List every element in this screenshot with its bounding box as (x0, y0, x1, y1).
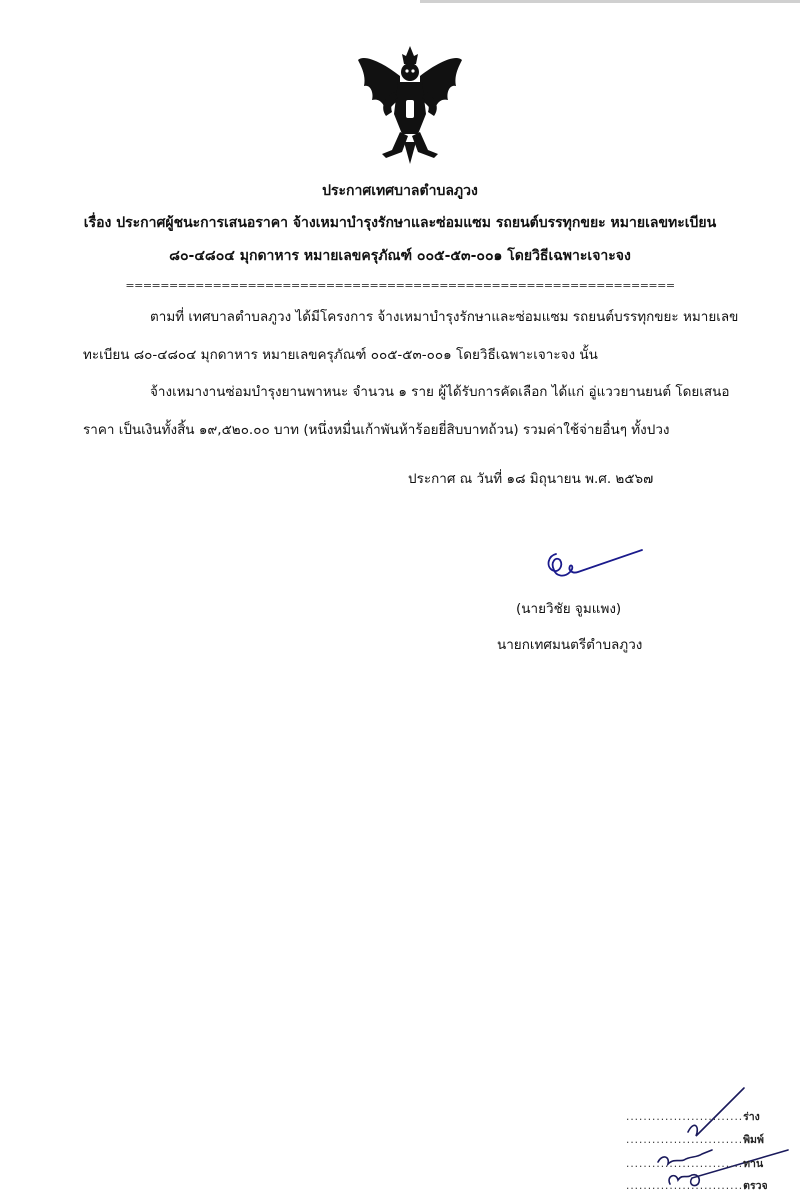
scan-edge-line (420, 0, 800, 3)
subject-line-2: ๘๐-๔๘๐๔ มุกดาหาร หมายเลขครุภัณฑ์ ๐๐๕-๕๓-๐๐๑ โดยวิธีเฉพาะเจาะจง (169, 248, 631, 264)
checklist-item-print: ...........................พิมพ์ (626, 1134, 764, 1146)
paragraph-1-line-1: ตามที่ เทศบาลตำบลภูวง ได้มีโครงการ จ้างเหมาบำรุงรักษาและซ่อมแซม รถยนต์บรรทุกขยะ หมายเลข (150, 309, 739, 325)
signature-mark (542, 548, 646, 584)
paragraph-1-line-2: ทะเบียน ๘๐-๔๘๐๔ มุกดาหาร หมายเลขครุภัณฑ์ ๐๐๕-๕๓-๐๐๑ โดยวิธีเฉพาะเจาะจง นั้น (83, 347, 598, 363)
garuda-emblem-icon (352, 42, 468, 168)
paragraph-2-line-1: จ้างเหมางานซ่อมบำรุงยานพาหนะ จำนวน ๑ ราย ผู้ได้รับการคัดเลือก ได้แก่ อู่แววยานยนต์ โดยเสนอ (150, 384, 730, 400)
checklist-item-review: ...........................ตรวจ (626, 1180, 768, 1192)
checklist-item-draft: ...........................ร่าง (626, 1111, 760, 1123)
paragraph-2-line-2: ราคา เป็นเงินทั้งสิ้น ๑๙,๕๒๐.๐๐ บาท (หนึ่งหมื่นเก้าพันห้าร้อยยี่สิบบาทถ้วน) รวมค่าใช้จ่ายอื่นๆ ทั้งปวง (83, 422, 670, 438)
document-title: ประกาศเทศบาลตำบลภูวง (322, 183, 478, 199)
announcement-date: ประกาศ ณ วันที่ ๑๘ มิถุนายน พ.ศ. ๒๕๖๗ (408, 471, 654, 487)
signatory-name: (นายวิชัย จูมแพง) (516, 601, 622, 617)
divider-line: =============================================================== (125, 279, 675, 292)
subject-line-1: เรื่อง ประกาศผู้ชนะการเสนอราคา จ้างเหมาบำรุงรักษาและซ่อมแซม รถยนต์บรรทุกขยะ หมายเลขทะเบียน (83, 215, 717, 231)
signatory-position: นายกเทศมนตรีตำบลภูวง (497, 637, 643, 653)
checklist-item-proofread: ...........................ทาน (626, 1158, 764, 1170)
